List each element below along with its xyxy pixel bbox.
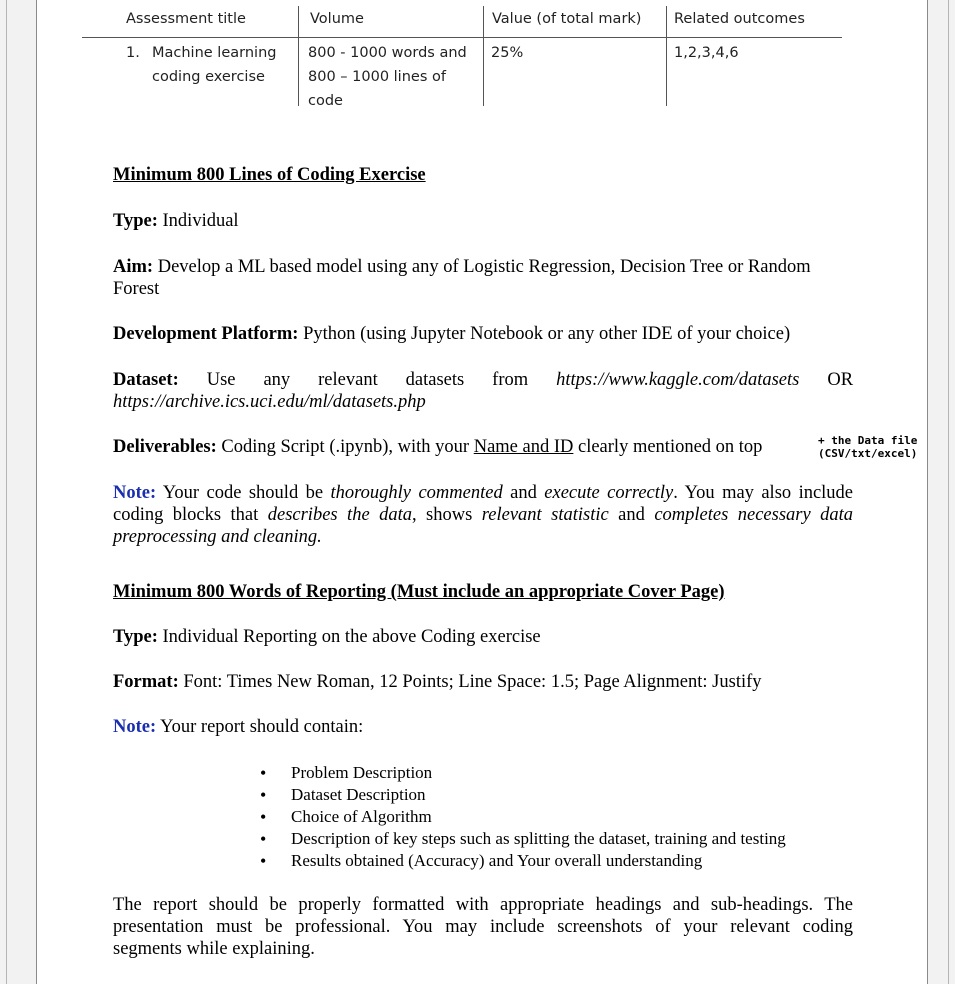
- closing-line-1: The report should be properly formatted with appropriate headings and sub-headings. The: [113, 895, 853, 915]
- report-format-label: Format:: [113, 672, 179, 692]
- note-emphasis: execute correctly: [544, 483, 674, 503]
- dataset-or: OR: [827, 370, 854, 390]
- table-column-divider: [298, 6, 299, 106]
- table-row-outcomes: 1,2,3,4,6: [674, 45, 739, 61]
- handwritten-annotation: [818, 434, 917, 460]
- coding-type-value: Individual: [162, 211, 239, 231]
- report-format-value: Font: Times New Roman, 12 Points; Line Space: 1.5; Page Alignment: Justify: [183, 672, 762, 692]
- report-format: [113, 671, 762, 693]
- development-platform: [113, 323, 790, 345]
- dataset-use-text: Use any relevant datasets from: [206, 370, 529, 390]
- report-note: [113, 716, 363, 738]
- deliverables: [113, 436, 762, 458]
- closing-line-3: segments while explaining.: [113, 939, 315, 959]
- table-column-divider: [666, 6, 667, 106]
- dataset-url-uci: https://archive.ics.uci.edu/ml/datasets.php: [113, 392, 426, 412]
- aim-text-line1: Develop a ML based model using any of Logistic Regression, Decision Tree or Random: [157, 257, 811, 277]
- note-text: and: [510, 483, 537, 503]
- right-page-edge: [948, 0, 949, 984]
- report-type-value: Individual Reporting on the above Coding exercise: [162, 627, 541, 647]
- report-type-label: Type:: [113, 627, 158, 647]
- coding-note: [113, 482, 853, 548]
- table-row-volume-line1: 800 - 1000 words and: [308, 45, 467, 61]
- table-column-divider: [483, 6, 484, 106]
- report-note-value: Your report should contain:: [160, 717, 364, 737]
- table-header-title: Assessment title: [126, 11, 246, 27]
- list-item: • Choice of Algorithm: [260, 806, 786, 828]
- list-item: • Dataset Description: [260, 784, 786, 806]
- report-closing-paragraph: [113, 894, 853, 960]
- list-item: • Problem Description: [260, 762, 786, 784]
- coding-note-label: Note:: [113, 483, 157, 503]
- deliverables-post: clearly mentioned on top: [578, 437, 763, 457]
- report-type: [113, 626, 541, 648]
- note-text: coding blocks that: [113, 505, 259, 525]
- note-emphasis: describes the data: [267, 505, 412, 525]
- coding-section-heading: Minimum 800 Lines of Coding Exercise: [113, 165, 426, 185]
- table-header-divider: [82, 37, 842, 38]
- note-emphasis: relevant statistic: [481, 505, 609, 525]
- table-row-number: 1.: [126, 45, 140, 61]
- note-text: . You may also include: [673, 483, 854, 503]
- annotation-line-1: + the Data file: [818, 434, 918, 447]
- table-row-volume-line3: code: [308, 93, 343, 107]
- left-page-edge: [6, 0, 7, 984]
- list-item: • Description of key steps such as splitting the dataset, training and testing: [260, 828, 786, 850]
- closing-line-2: presentation must be professional. You may include screenshots of your relevant coding: [113, 917, 853, 937]
- list-item: • Results obtained (Accuracy) and Your overall understanding: [260, 850, 786, 872]
- note-emphasis: preprocessing and cleaning.: [113, 527, 322, 547]
- assessment-table: [82, 0, 842, 110]
- note-text: , shows: [411, 505, 473, 525]
- aim: [113, 256, 853, 300]
- table-header-volume: Volume: [310, 11, 364, 27]
- note-text: Your code should be: [162, 483, 324, 503]
- table-row-title-line2: coding exercise: [152, 69, 265, 85]
- platform-label: Development Platform:: [113, 324, 299, 344]
- coding-type-label: Type:: [113, 211, 158, 231]
- deliverables-label: Deliverables:: [113, 437, 217, 457]
- aim-text-line2: Forest: [113, 279, 160, 299]
- aim-label: Aim:: [113, 257, 154, 277]
- table-row-title-line1: Machine learning: [152, 45, 277, 61]
- note-text: and: [618, 505, 645, 525]
- deliverables-name-id: Name and ID: [473, 437, 574, 457]
- table-row-value: 25%: [491, 45, 524, 61]
- deliverables-pre: Coding Script (.ipynb), with your: [221, 437, 470, 457]
- note-emphasis: thoroughly commented: [330, 483, 503, 503]
- note-emphasis: completes necessary data: [654, 505, 854, 525]
- report-note-label: Note:: [113, 717, 157, 737]
- dataset-label: Dataset:: [113, 370, 179, 390]
- annotation-line-2: (CSV/txt/excel): [818, 447, 918, 460]
- table-header-outcomes: Related outcomes: [674, 11, 805, 27]
- report-section-heading: Minimum 800 Words of Reporting (Must include an appropriate Cover Page): [113, 582, 725, 602]
- report-contents-list: [260, 762, 786, 872]
- dataset-url-kaggle: https://www.kaggle.com/datasets: [556, 370, 800, 390]
- table-header-value: Value (of total mark): [492, 11, 642, 27]
- table-row-volume-line2: 800 – 1000 lines of: [308, 69, 446, 85]
- dataset: [113, 369, 853, 413]
- platform-value: Python (using Jupyter Notebook or any other IDE of your choice): [303, 324, 791, 344]
- coding-type: [113, 210, 239, 232]
